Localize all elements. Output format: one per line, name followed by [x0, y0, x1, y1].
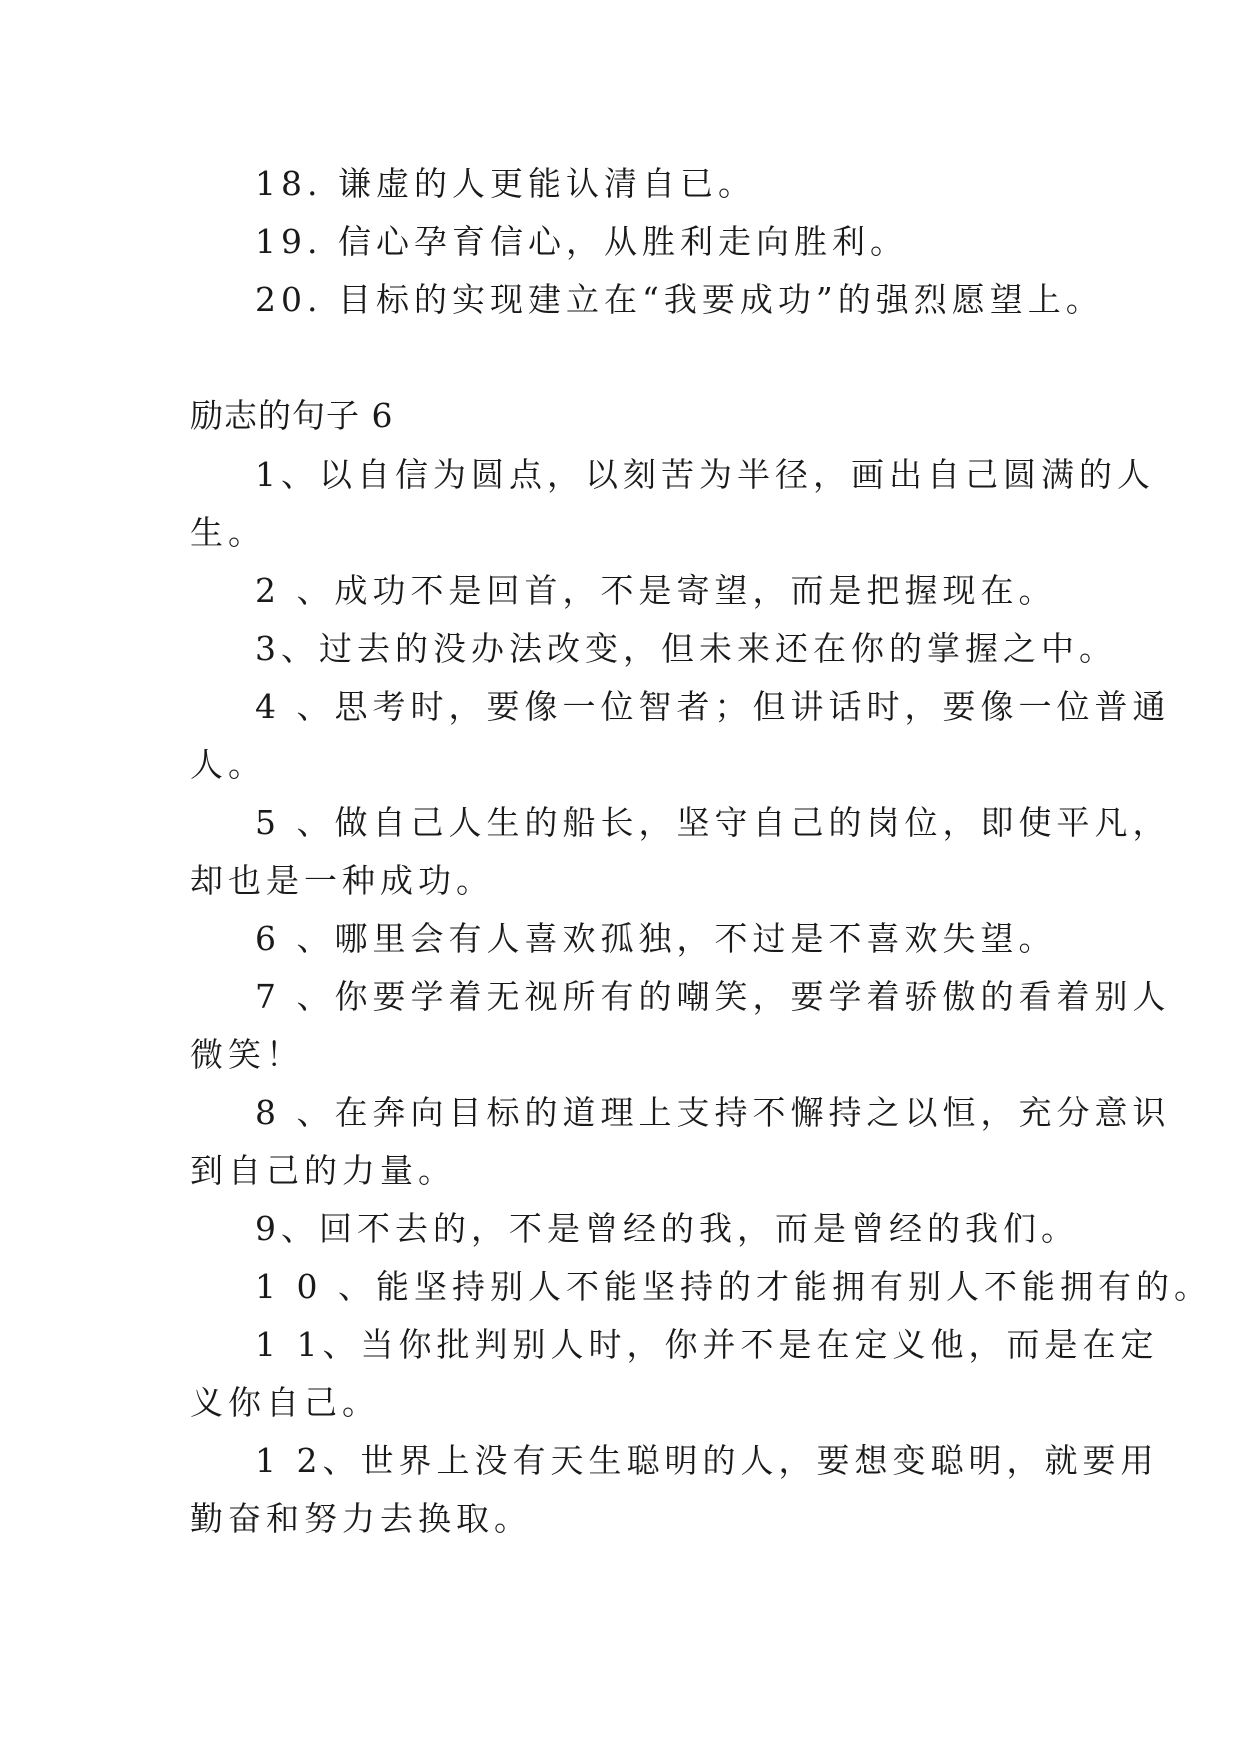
quote-line-5: 5 、做自己人生的船长，坚守自己的岗位，即使平凡， — [255, 803, 1171, 842]
quote-line-20: 20. 目标的实现建立在“我要成功”的强烈愿望上。 — [255, 280, 1104, 319]
quote-line-3: 3、过去的没办法改变，但未来还在你的掌握之中。 — [255, 629, 1117, 668]
quote-line-8: 8 、在奔向目标的道理上支持不懈持之以恒，充分意识 — [255, 1093, 1171, 1132]
quote-line-5-cont: 却也是一种成功。 — [190, 861, 494, 900]
quote-line-4: 4 、思考时，要像一位智者；但讲话时，要像一位普通 — [255, 687, 1171, 726]
quote-line-11-cont: 义你自己。 — [190, 1383, 380, 1422]
quote-line-11: 1 1、当你批判别人时，你并不是在定义他，而是在定 — [255, 1325, 1159, 1364]
quote-line-4-cont: 人。 — [190, 745, 266, 784]
quote-line-8-cont: 到自己的力量。 — [190, 1151, 456, 1190]
quote-line-18: 18. 谦虚的人更能认清自已。 — [255, 164, 756, 203]
quote-line-19: 19. 信心孕育信心，从胜利走向胜利。 — [255, 222, 908, 261]
quote-line-12: 1 2、世界上没有天生聪明的人，要想变聪明，就要用 — [255, 1441, 1159, 1480]
quote-line-1-cont: 生。 — [190, 513, 266, 552]
quote-line-2: 2 、成功不是回首，不是寄望，而是把握现在。 — [255, 571, 1057, 610]
section-heading: 励志的句子 6 — [190, 396, 394, 435]
quote-line-9: 9、回不去的，不是曾经的我，而是曾经的我们。 — [255, 1209, 1079, 1248]
quote-line-6: 6 、哪里会有人喜欢孤独，不过是不喜欢失望。 — [255, 919, 1057, 958]
quote-line-7-cont: 微笑！ — [190, 1035, 304, 1074]
quote-line-12-cont: 勤奋和努力去换取。 — [190, 1499, 532, 1538]
quote-line-10: 1 0 、能坚持别人不能坚持的才能拥有别人不能拥有的。 — [255, 1267, 1212, 1306]
quote-line-1: 1、以自信为圆点，以刻苦为半径，画出自己圆满的人 — [255, 455, 1155, 494]
quote-line-7: 7 、你要学着无视所有的嘲笑，要学着骄傲的看着别人 — [255, 977, 1171, 1016]
